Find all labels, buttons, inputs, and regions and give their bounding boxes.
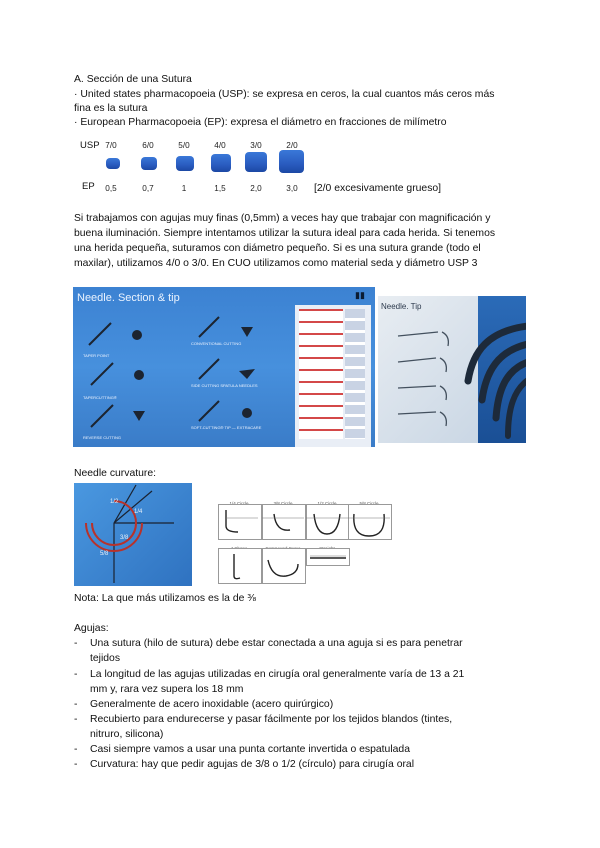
needle-section-photo <box>73 287 375 447</box>
usp-value: 5/0 <box>178 141 190 150</box>
list-item-text: Casi siempre vamos a usar una punta cortante invertida o espatulada <box>90 744 410 755</box>
list-item <box>74 712 453 728</box>
ep-value: 3,0 <box>286 184 298 193</box>
dash-marker: - <box>74 669 78 680</box>
usp-value: 2/0 <box>286 141 298 150</box>
needle-label: REVERSE CUTTING <box>83 435 122 440</box>
usp-value: 6/0 <box>142 141 154 150</box>
paragraph-line: buena iluminación. Siempre intentamos utilizar la sutura ideal para cada herida. Si tenemos <box>74 228 496 239</box>
suture-cross-section <box>141 157 157 170</box>
curvature-label: 5/8 <box>100 551 109 557</box>
ep-value: 2,0 <box>250 184 262 193</box>
list-item <box>74 757 415 773</box>
needle-label: CONVENTIONAL CUTTING <box>191 341 242 346</box>
suture-cross-section <box>245 152 267 172</box>
usp-value: 3/0 <box>250 141 262 150</box>
ep-row-label: EP <box>82 181 95 192</box>
list-item-continuation: tejidos <box>90 653 121 664</box>
slide-icon-column <box>345 309 365 439</box>
dash-marker: - <box>74 759 78 770</box>
curvature-label: 1/4 <box>134 509 143 515</box>
agujas-list <box>0 636 600 776</box>
needle-label: TAPERCUTTING® <box>83 395 117 400</box>
list-item-text: Generalmente de acero inoxidable (acero quirúrgico) <box>90 699 334 710</box>
paragraph-line: Si trabajamos con agujas muy finas (0,5mm) a veces hay que trabajar con magnificación y <box>74 213 491 224</box>
size-note: [2/0 excesivamente grueso] <box>314 183 442 194</box>
slide-corner-mark: ▮▮ <box>355 290 365 300</box>
list-item-text: Recubierto para endurecerse y pasar fácilmente por los tejidos blandos (tintes, <box>90 714 453 725</box>
list-item-text: Una sutura (hilo de sutura) debe estar conectada a una aguja si es para penetrar <box>90 638 463 649</box>
ep-value: 1 <box>181 184 187 193</box>
usp-value: 7/0 <box>105 141 117 150</box>
dash-marker: - <box>74 744 78 755</box>
curvature-label: 1/2 <box>110 499 119 505</box>
section-title: A. Sección de una Sutura <box>74 74 192 85</box>
note-text: Nota: La que más utilizamos es la de ⅜ <box>74 593 256 604</box>
usp-description-line1: · United states pharmacopoeia (USP): se expresa en ceros, la cual cuantos más ceros más <box>74 89 495 100</box>
curve-shapes <box>218 496 392 588</box>
curved-needles <box>378 296 526 443</box>
slide-menu-list <box>299 309 343 439</box>
suture-size-figure <box>78 136 318 196</box>
curvature-photo <box>74 483 192 586</box>
ep-value: 0,7 <box>142 184 154 193</box>
suture-cross-section <box>211 154 231 172</box>
ep-description: · European Pharmacopoeia (EP): expresa el diámetro en fracciones de milímetro <box>74 117 447 128</box>
needle-curvature-title: Needle curvature: <box>74 468 157 479</box>
needle-tip-icons <box>81 305 291 445</box>
paragraph-line: maxilar), utilizamos 4/0 o 3/0. En CUO utilizamos como material seda y diámetro USP 3 <box>74 258 478 269</box>
list-item <box>74 667 465 683</box>
list-item <box>74 636 463 652</box>
photo-slide-title: Needle. Section & tip <box>77 292 180 304</box>
list-item-text: La longitud de las agujas utilizadas en cirugía oral generalmente varía de 13 a 21 <box>90 669 465 680</box>
photo-slide-title: Needle. Tip <box>381 302 422 311</box>
suture-cross-section <box>279 150 304 173</box>
list-item <box>74 742 410 758</box>
list-item-text: Curvatura: hay que pedir agujas de 3/8 o 1/2 (círculo) para cirugía oral <box>90 759 415 770</box>
list-item-continuation: mm y, rara vez supera los 18 mm <box>90 684 244 695</box>
needle-label: TAPER POINT <box>83 353 110 358</box>
usp-row-label: USP <box>80 140 100 151</box>
paragraph-line: una herida pequeña, suturamos con diámetro pequeño. Si es una sutura grande (todo el <box>74 243 481 254</box>
needle-tip-photo <box>378 296 526 443</box>
usp-value: 4/0 <box>214 141 226 150</box>
dash-marker: - <box>74 638 78 649</box>
list-item-continuation: nitruro, silicona) <box>90 729 164 740</box>
needle-label: SOFT-CUTTING® TIP — EXTRACARE <box>191 425 262 430</box>
curvature-label: 3/8 <box>120 535 129 541</box>
dash-marker: - <box>74 714 78 725</box>
curvature-arcs <box>74 483 192 586</box>
suture-cross-section <box>176 156 194 171</box>
suture-cross-section <box>106 158 120 169</box>
list-item <box>74 697 334 713</box>
agujas-title: Agujas: <box>74 623 109 634</box>
needle-label: SIDE CUTTING SPATULA NEEDLES <box>191 383 258 388</box>
ep-value: 0,5 <box>105 184 117 193</box>
curvature-diagram <box>218 496 378 588</box>
usp-description-line2: fina es la sutura <box>74 103 148 114</box>
ep-value: 1,5 <box>214 184 226 193</box>
dash-marker: - <box>74 699 78 710</box>
